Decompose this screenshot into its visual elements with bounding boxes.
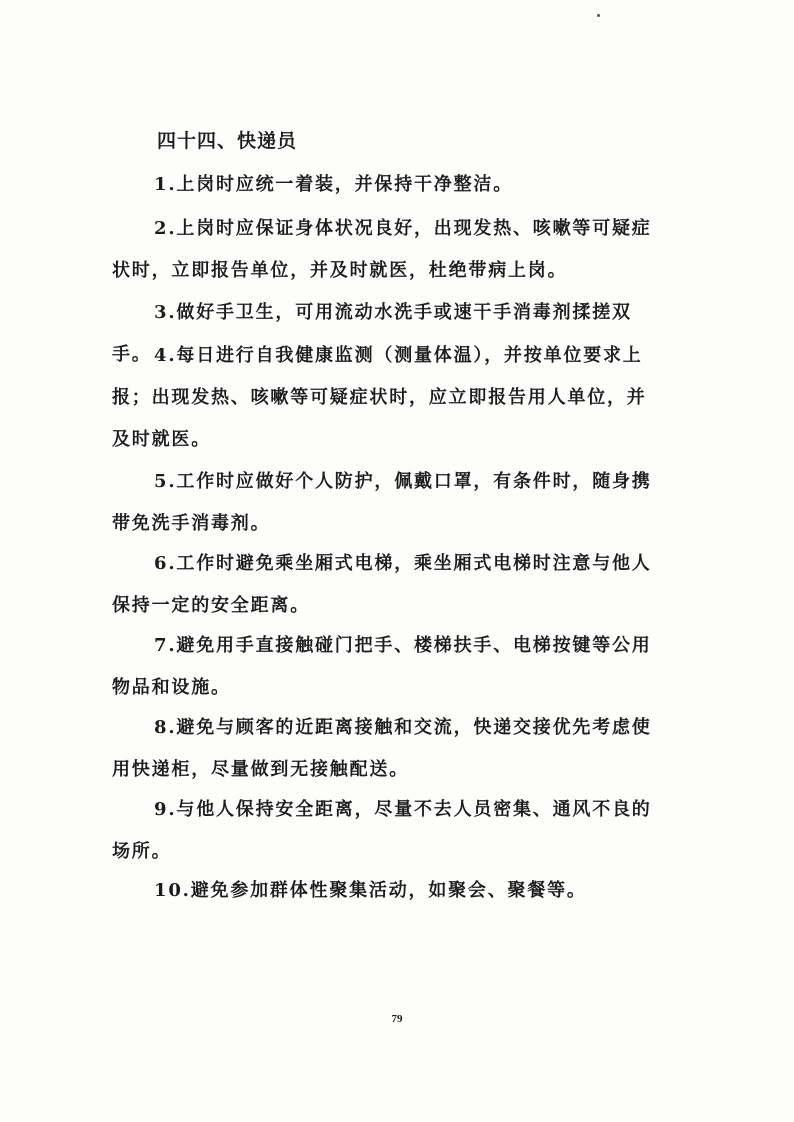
guideline-item-5: 5.工作时应做好个人防护，佩戴口罩，有条件时，随身携带免洗手消毒剂。	[112, 471, 652, 534]
guideline-item-4: 4.每日进行自我健康监测（测量体温），并按单位要求上报；出现发热、咳嗽等可疑症状时，应立即报告用人单位，并及时就医。	[112, 345, 647, 450]
guideline-item-8: 8.避免与顾客的近距离接触和交流，快递交接优先考虑使用快递柜，尽量做到无接触配送。	[112, 717, 652, 780]
scan-speck	[597, 14, 600, 17]
guideline-item-1: 1.上岗时应统一着装，并保持干净整洁。	[154, 174, 513, 195]
section-heading: 四十四、快递员	[157, 130, 298, 152]
guideline-item-9: 9.与他人保持安全距离，尽量不去人员密集、通风不良的场所。	[112, 799, 652, 862]
page-number: 79	[391, 1013, 403, 1025]
guideline-item-3: 3.做好手卫生，可用流动水洗手或速干手消毒剂揉搓双手。	[112, 302, 632, 365]
guideline-item-2: 2.上岗时应保证身体状况良好，出现发热、咳嗽等可疑症状时，立即报告单位，并及时就医，杜绝带病上岗。	[112, 218, 652, 281]
guideline-item-7: 7.避免用手直接触碰门把手、楼梯扶手、电梯按键等公用物品和设施。	[112, 635, 652, 698]
guideline-item-6: 6.工作时避免乘坐厢式电梯，乘坐厢式电梯时注意与他人保持一定的安全距离。	[112, 553, 652, 616]
guideline-item-10: 10.避免参加群体性聚集活动，如聚会、聚餐等。	[154, 880, 587, 901]
